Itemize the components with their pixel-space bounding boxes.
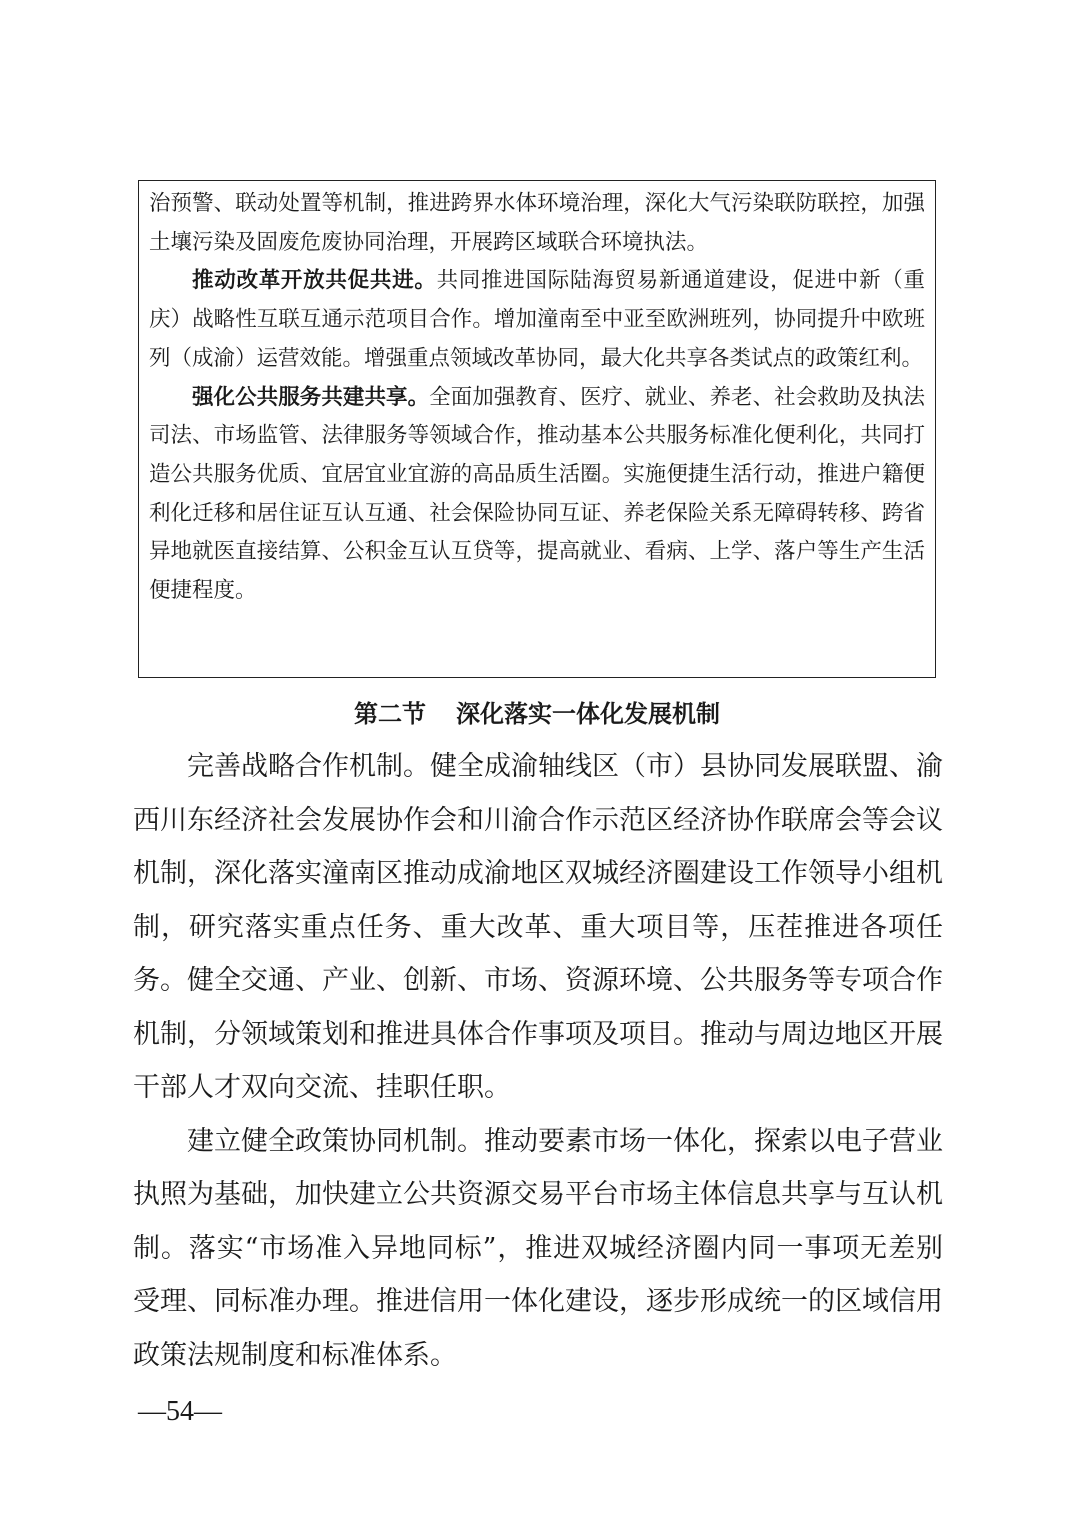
section-title: 深化落实一体化发展机制: [456, 699, 720, 728]
page-number: —54—: [138, 1396, 222, 1427]
box-paragraph-public-service-body: 全面加强教育、医疗、就业、养老、社会救助及执法司法、市场监管、法律服务等领域合作，推动基本公共服务标准化便利化，共同打造公共服务优质、宜居宜业宜游的高品质生活圈。实施便捷生活行动，推进户籍便利化迁移和居住证互认互通、社会保险协同互证、养老保险关系无障碍转移、跨省异地就医直接结算、公积金互认互贷等，提高就业、看病、上学、落户等生产生活便捷程度。: [149, 384, 925, 604]
boxed-text-panel: [138, 180, 936, 678]
section-number: 第二节: [354, 699, 426, 728]
box-paragraph-reform-body: 共同推进国际陆海贸易新通道建设，促进中新（重庆）战略性互联互通示范项目合作。增加潼南至中亚至欧洲班列，协同提升中欧班列（成渝）运营效能。增强重点领域改革协同，最大化共享各类试点的政策红利。: [149, 268, 925, 371]
body-paragraph-policy-coordination: 建立健全政策协同机制。推动要素市场一体化，探索以电子营业执照为基础，加快建立公共资源交易平台市场主体信息共享与互认机制。落实“市场准入异地同标”，推进双城经济圈内同一事项无差别受理、同标准办理。推进信用一体化建设，逐步形成统一的区域信用政策法规制度和标准体系。: [133, 1125, 943, 1371]
body-paragraph-strategic-cooperation: 完善战略合作机制。健全成渝轴线区（市）县协同发展联盟、渝西川东经济社会发展协作会和川渝合作示范区经济协作联席会等会议机制，深化落实潼南区推动成渝地区双城经济圈建设工作领导小组机制，研究落实重点任务、重大改革、重大项目等，压茬推进各项任务。健全交通、产业、创新、市场、资源环境、公共服务等专项合作机制，分领域策划和推进具体合作事项及项目。推动与周边地区开展干部人才双向交流、挂职任职。: [133, 751, 943, 1103]
box-paragraph-environment: 治预警、联动处置等机制，推进跨界水体环境治理，深化大气污染联防联控，加强土壤污染及固废危废协同治理，开展跨区域联合环境执法。: [149, 191, 925, 255]
body-text: [133, 740, 943, 1382]
box-paragraph-public-service: [149, 379, 925, 611]
box-paragraph-public-service-heading: 强化公共服务共建共享。: [192, 384, 430, 410]
box-paragraph-reform: [149, 262, 925, 378]
box-paragraph-reform-heading: 推动改革开放共促共进。: [192, 268, 437, 294]
section-heading: [138, 692, 936, 736]
